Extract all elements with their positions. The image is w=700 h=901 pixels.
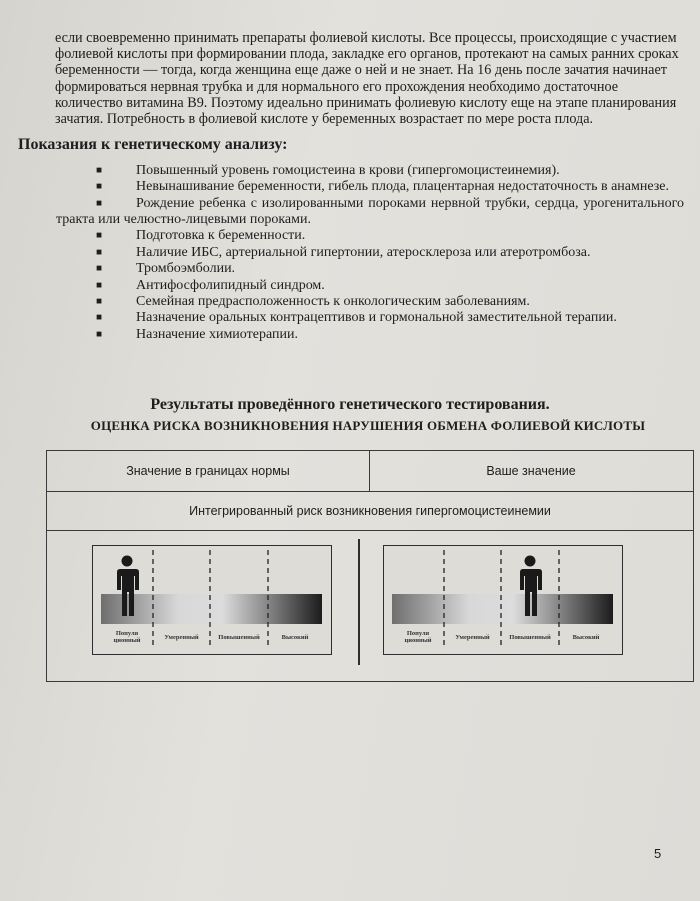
risk-category-label: Повышенный (509, 634, 551, 641)
risk-category-label: Умеренный (164, 634, 199, 641)
indications-list (56, 163, 684, 343)
risk-category-label: Умеренный (455, 634, 490, 641)
list-item: ■ Наличие ИБС, артериальной гипертонии, атеросклероза или атеротромбоза. (96, 244, 591, 260)
bullet-icon: ■ (96, 181, 103, 193)
intro-line: фолиевой кислоты при формировании плода, закладке его органов, протекают на самых ранних сроках (55, 46, 679, 63)
your-value-header: Ваше значение (486, 464, 576, 478)
risk-gradient-bar (392, 594, 613, 624)
bullet-icon: ■ (96, 246, 103, 258)
bullet-icon: ■ (96, 328, 103, 340)
list-item: ■ Антифосфолипидный синдром. (96, 277, 325, 293)
intro-line: зачатия. Потребность в фолиевой кислоте у беременных возрастает по мере роста плода. (55, 111, 594, 128)
list-item: ■ Рождение ребенка с изолированными пороками нервной трубки, сердца, урогенитального тракта или челюстно-лицевыми пороками. (56, 195, 684, 227)
intro-line: беременности — тогда, когда женщина еще даже о ней и не знает. На 16 день после зачатия начинает (55, 62, 667, 79)
risk-category-label: Популя ционный (404, 630, 432, 644)
risk-category-label: Высокий (281, 634, 309, 641)
normal-risk-scale (92, 545, 332, 655)
list-item: ■ Тромбоэмболии. (96, 261, 236, 277)
intro-paragraph (55, 30, 683, 127)
bullet-icon: ■ (96, 165, 103, 176)
bullet-icon: ■ (96, 197, 103, 209)
bullet-icon: ■ (96, 279, 103, 291)
risk-gradient-bar (101, 594, 322, 624)
results-subtitle: ОЦЕНКА РИСКА ВОЗНИКНОВЕНИЯ НАРУШЕНИЯ ОБМЕНА ФОЛИЕВОЙ КИСЛОТЫ (90, 418, 646, 433)
bullet-icon: ■ (96, 312, 103, 324)
results-title: Результаты проведённого генетического тестирования. (150, 396, 550, 413)
your-risk-scale (383, 545, 623, 655)
bullet-icon: ■ (96, 230, 103, 242)
indications-title: Показания к генетическому анализу: (18, 136, 288, 153)
column-divider (358, 539, 360, 665)
risk-category-label: Популя ционный (113, 630, 141, 644)
risk-category-label: Повышенный (218, 634, 260, 641)
intro-line: формироваться нервная трубка и для нормального его прохождения необходимо достаточное (55, 78, 619, 95)
list-item: ■ Подготовка к беременности. (96, 228, 306, 244)
list-item: ■ Семейная предрасположенность к онкологическим заболеваниям. (96, 293, 530, 309)
bullet-icon: ■ (96, 263, 103, 275)
list-item: ■ Назначение химиотерапии. (96, 326, 298, 342)
list-item: ■ Невынашивание беременности, гибель плода, плацентарная недостаточность в анамнезе. (96, 179, 669, 195)
risk-category-label: Высокий (572, 634, 600, 641)
intro-line: если своевременно принимать препараты фолиевой кислоты. Все процессы, происходящие с участием (55, 30, 677, 46)
list-item: ■ Назначение оральных контрацептивов и гормональной заместительной терапии. (96, 310, 617, 326)
bullet-icon: ■ (96, 295, 103, 307)
list-item: ■ Повышенный уровень гомоцистеина в крови (гипергомоцистеинемия). (96, 163, 560, 178)
table-header-row (47, 451, 693, 492)
normal-value-header: Значение в границах нормы (47, 451, 370, 491)
intro-line: количество витамина В9. Поэтому идеально принимать фолиевую кислоту еще на этапе планирования (55, 94, 677, 111)
page-number: 5 (654, 846, 662, 861)
risk-table (46, 450, 694, 682)
integrated-risk-row: Интегрированный риск возникновения гипергомоцистеинемии (47, 492, 693, 531)
